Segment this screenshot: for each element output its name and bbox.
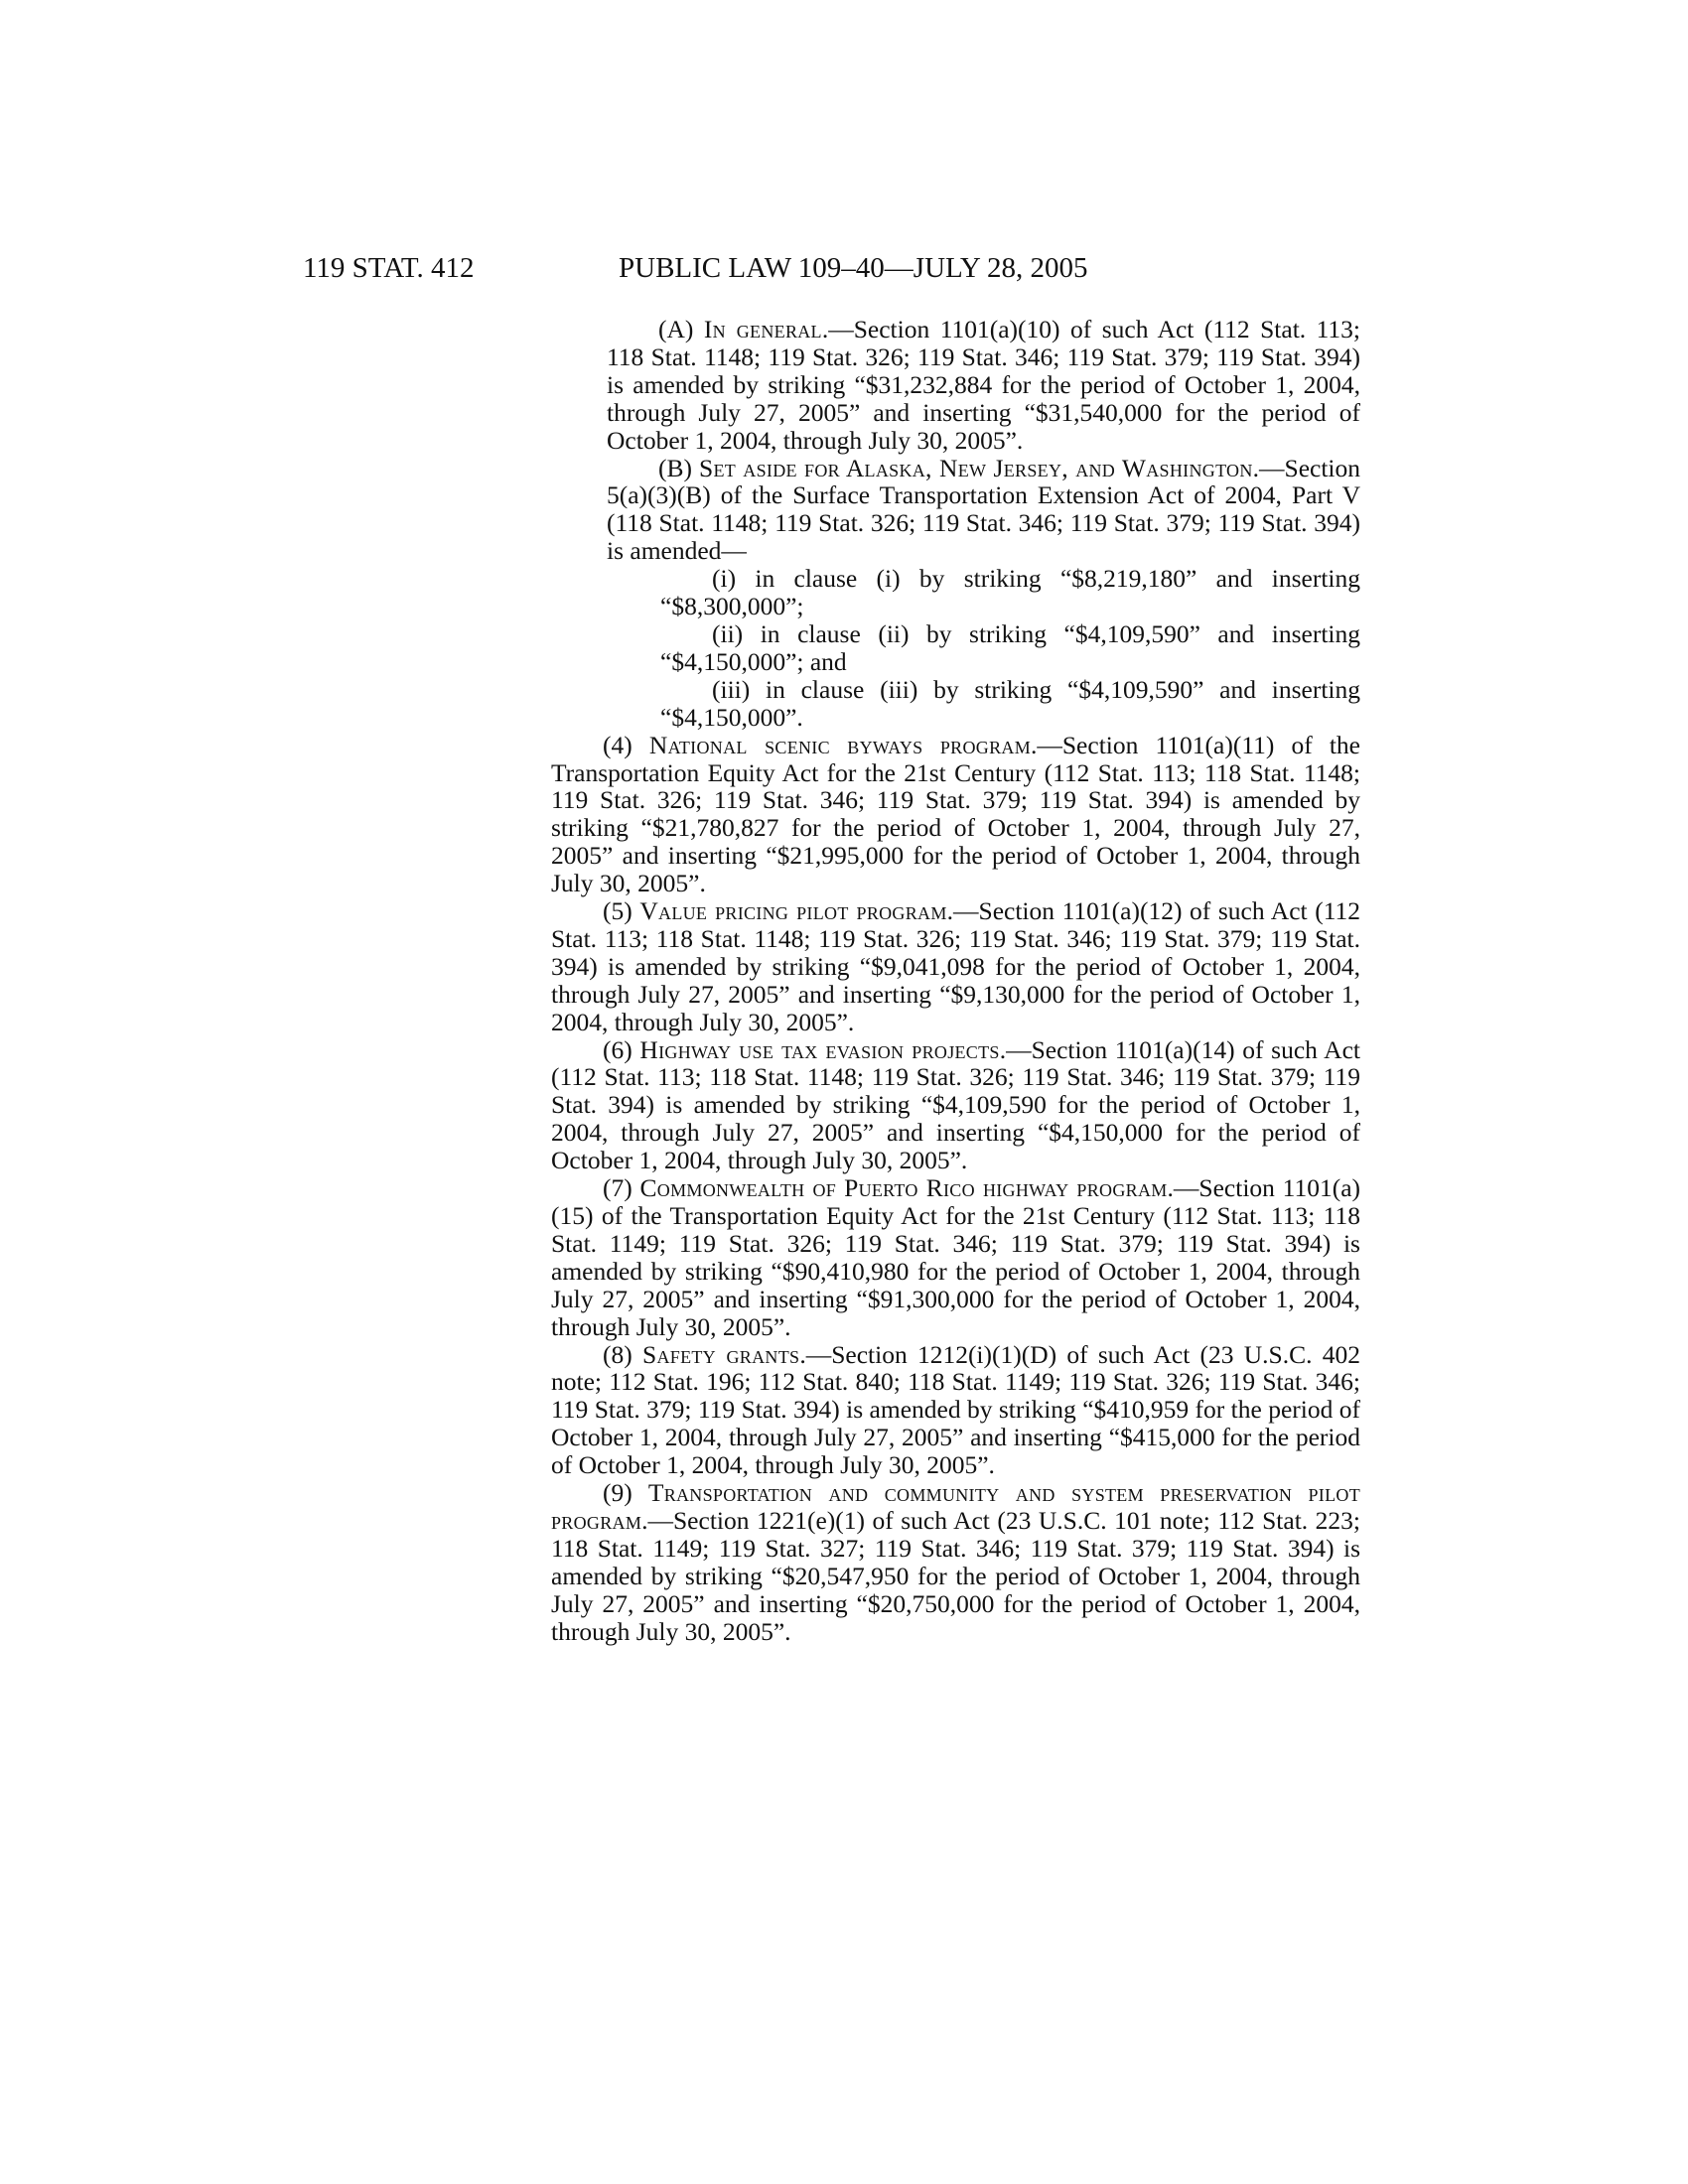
paragraph-heading: Transportation and community and system preservation pilot program xyxy=(551,1478,1360,1535)
paragraph-text: in clause (i) by striking “$8,219,180” and inserting “$8,300,000”; xyxy=(660,564,1361,621)
paragraph-number: (8) xyxy=(603,1339,633,1369)
paragraph-text: in clause (iii) by striking “$4,109,590” and inserting “$4,150,000”. xyxy=(660,674,1360,732)
paragraph-heading: In general xyxy=(703,315,822,343)
clause-i xyxy=(660,565,1360,620)
clause-ii xyxy=(660,620,1360,676)
paragraph-number: (A) xyxy=(658,315,694,343)
subparagraph-a: (A) In general.—Section 1101(a)(10) of such Act (112 Stat. 113; 118 Stat. 1148; 119 Stat. 326; 119 Stat. 346; 119 Stat. 379; 119 Stat. 394) is amended by striking “$31,232,884 for the period of October 1, 2004, through July 27, 2005” and inserting “$31,540,000 for the period of October 1, 2004, through July 30, 2005”. xyxy=(607,315,1361,455)
paragraph-number: (5) xyxy=(603,896,633,926)
paragraph-number: (B) xyxy=(658,453,692,482)
law-body-text xyxy=(551,316,1360,1646)
paragraph-number: (iii) xyxy=(712,674,751,704)
paragraph-text: in clause (ii) by striking “$4,109,590” and inserting “$4,150,000”; and xyxy=(660,618,1361,676)
paragraph-text: Section 1101(a)(12) of such Act (112 Stat. 113; 118 Stat. 1148; 119 Stat. 326; 119 Stat. 346; 119 Stat. 379; 119 Stat. 394) is amended by striking “$9,041,098 for the period of October 1, 2004, through July 27, 2005” and inserting “$9,130,000 for the period of October 1, 2004, through July 30, 2005”. xyxy=(551,896,1360,1036)
paragraph-6: (6) Highway use tax evasion projects.—Section 1101(a)(14) of such Act (112 Stat. 113; 118 Stat. 1148; 119 Stat. 326; 119 Stat. 346; 119 Stat. 379; 119 Stat. 394) is amended by striking “$4,109,590 for the period of October 1, 2004, through July 27, 2005” and inserting “$4,150,000 for the period of October 1, 2004, through July 30, 2005”. xyxy=(551,1034,1360,1175)
paragraph-text: Section 5(a)(3)(B) of the Surface Transportation Extension Act of 2004, Part V (118 Stat. 1148; 119 Stat. 326; 119 Stat. 346; 119 Stat. 379; 119 Stat. 394) is amended— xyxy=(607,453,1361,566)
paragraph-number: (i) xyxy=(712,564,737,594)
paragraph-heading: Safety grants xyxy=(641,1339,800,1369)
paragraph-number: (6) xyxy=(603,1034,633,1064)
paragraph-number: (4) xyxy=(603,730,633,759)
paragraph-8: (8) Safety grants.—Section 1212(i)(1)(D) of such Act (23 U.S.C. 402 note; 112 Stat. 196; 112 Stat. 840; 118 Stat. 1149; 119 Stat. 326; 119 Stat. 346; 119 Stat. 379; 119 Stat. 394) is amended by striking “$410,959 for the period of October 1, 2004, through July 27, 2005” and inserting “$415,000 for the period of October 1, 2004, through July 30, 2005”. xyxy=(551,1339,1360,1480)
running-header xyxy=(0,248,1688,288)
paragraph-text: Section 1101(a)(11) of the Transportation Equity Act for the 21st Century (112 Stat. 113; 118 Stat. 1148; 119 Stat. 326; 119 Stat. 346; 119 Stat. 379; 119 Stat. 394) is amended by striking “$21,780,827 for the period of October 1, 2004, through July 27, 2005” and inserting “$21,995,000 for the period of October 1, 2004, through July 30, 2005”. xyxy=(551,730,1360,898)
paragraph-text: Section 1212(i)(1)(D) of such Act (23 U.S.C. 402 note; 112 Stat. 196; 112 Stat. 840; 118 Stat. 1149; 119 Stat. 326; 119 Stat. 346; 119 Stat. 379; 119 Stat. 394) is amended by striking “$410,959 for the period of October 1, 2004, through July 27, 2005” and inserting “$415,000 for the period of October 1, 2004, through July 30, 2005”. xyxy=(551,1339,1360,1480)
paragraph-4: (4) National scenic byways program.—Section 1101(a)(11) of the Transportation Equity Act for the 21st Century (112 Stat. 113; 118 Stat. 1148; 119 Stat. 326; 119 Stat. 346; 119 Stat. 379; 119 Stat. 394) is amended by striking “$21,780,827 for the period of October 1, 2004, through July 27, 2005” and inserting “$21,995,000 for the period of October 1, 2004, through July 30, 2005”. xyxy=(551,730,1360,898)
paragraph-9: (9) Transportation and community and system preservation pilot program.—Section 1221(e)(1) of such Act (23 U.S.C. 101 note; 112 Stat. 223; 118 Stat. 1149; 119 Stat. 327; 119 Stat. 346; 119 Stat. 379; 119 Stat. 394) is amended by striking “$20,547,950 for the period of October 1, 2004, through July 27, 2005” and inserting “$20,750,000 for the period of October 1, 2004, through July 30, 2005”. xyxy=(551,1478,1360,1646)
paragraph-text: Section 1221(e)(1) of such Act (23 U.S.C. 101 note; 112 Stat. 223; 118 Stat. 1149; 119 Stat. 327; 119 Stat. 346; 119 Stat. 379; 119 Stat. 394) is amended by striking “$20,547,950 for the period of October 1, 2004, through July 27, 2005” and inserting “$20,750,000 for the period of October 1, 2004, through July 30, 2005”. xyxy=(551,1505,1360,1646)
statute-page-reference: 119 STAT. 412 xyxy=(303,252,475,284)
paragraph-7: (7) Commonwealth of Puerto Rico highway program.—Section 1101(a)(15) of the Transportation Equity Act for the 21st Century (112 Stat. 113; 118 Stat. 1149; 119 Stat. 326; 119 Stat. 346; 119 Stat. 379; 119 Stat. 394) is amended by striking “$90,410,980 for the period of October 1, 2004, through July 27, 2005” and inserting “$91,300,000 for the period of October 1, 2004, through July 30, 2005”. xyxy=(551,1173,1361,1341)
paragraph-text: Section 1101(a)(10) of such Act (112 Stat. 113; 118 Stat. 1148; 119 Stat. 326; 119 Stat. 346; 119 Stat. 379; 119 Stat. 394) is amended by striking “$31,232,884 for the period of October 1, 2004, through July 27, 2005” and inserting “$31,540,000 for the period of October 1, 2004, through July 30, 2005”. xyxy=(607,315,1361,455)
paragraph-heading: Set aside for Alaska, New Jersey, and Washington xyxy=(698,453,1253,482)
paragraph-heading: Value pricing pilot program xyxy=(639,896,947,926)
public-law-title: PUBLIC LAW 109–40—JULY 28, 2005 xyxy=(619,252,1088,284)
paragraph-number: (9) xyxy=(603,1478,633,1508)
paragraph-number: (7) xyxy=(603,1173,633,1203)
paragraph-number: (ii) xyxy=(712,618,744,648)
clause-iii xyxy=(660,676,1360,732)
subparagraph-b: (B) Set aside for Alaska, New Jersey, and Washington.—Section 5(a)(3)(B) of the Surface Transportation Extension Act of 2004, Part V (118 Stat. 1148; 119 Stat. 326; 119 Stat. 346; 119 Stat. 379; 119 Stat. 394) is amended— xyxy=(607,453,1361,566)
paragraph-text: Section 1101(a)(14) of such Act (112 Stat. 113; 118 Stat. 1148; 119 Stat. 326; 119 Stat. 346; 119 Stat. 379; 119 Stat. 394) is amended by striking “$4,109,590 for the period of October 1, 2004, through July 27, 2005” and inserting “$4,150,000 for the period of October 1, 2004, through July 30, 2005”. xyxy=(551,1034,1360,1175)
paragraph-heading: Highway use tax evasion projects xyxy=(639,1034,1000,1064)
paragraph-5: (5) Value pricing pilot program.—Section 1101(a)(12) of such Act (112 Stat. 113; 118 Stat. 1148; 119 Stat. 326; 119 Stat. 346; 119 Stat. 379; 119 Stat. 394) is amended by striking “$9,041,098 for the period of October 1, 2004, through July 27, 2005” and inserting “$9,130,000 for the period of October 1, 2004, through July 30, 2005”. xyxy=(551,896,1360,1036)
paragraph-heading: Commonwealth of Puerto Rico highway program xyxy=(639,1173,1168,1203)
paragraph-heading: National scenic byways program xyxy=(648,730,1031,759)
paragraph-text: Section 1101(a)(15) of the Transportation Equity Act for the 21st Century (112 Stat. 113; 118 Stat. 1149; 119 Stat. 326; 119 Stat. 346; 119 Stat. 379; 119 Stat. 394) is amended by striking “$90,410,980 for the period of October 1, 2004, through July 27, 2005” and inserting “$91,300,000 for the period of October 1, 2004, through July 30, 2005”. xyxy=(551,1173,1361,1341)
